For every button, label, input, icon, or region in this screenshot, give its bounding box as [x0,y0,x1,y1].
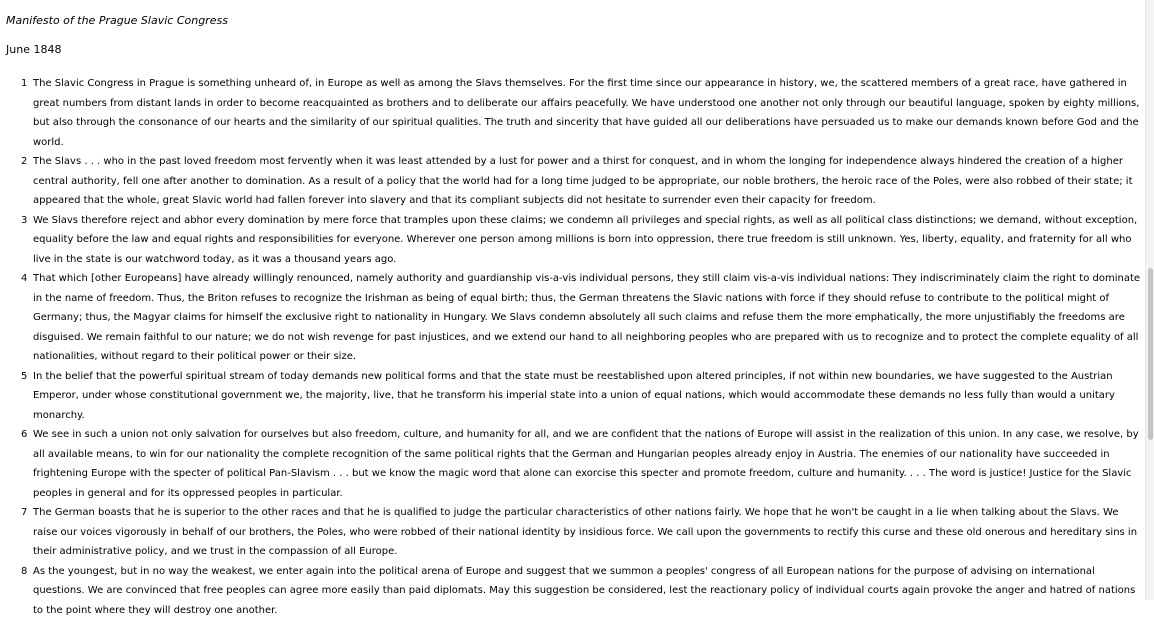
paragraph-text: As the youngest, but in no way the weakest, we enter again into the political arena of Europe and suggest that we summon a peoples' congress of all European nations for the purpose of advising on international questions. We are convinced that free peoples can agree more easily than paid diplomats. May this suggestion be considered, lest the reactionary policy of individual courts again provoke the anger and hatred of nations to the point where they will destroy one another. [33,562,1146,620]
document-date: June 1848 [6,43,61,57]
paragraph-text: The Slavs . . . who in the past loved freedom most fervently when it was least attended by a lust for power and a thirst for conquest, and in whom the longing for independence always hindered the creation of a higher central authority, fell one after another to domination. As a result of a policy that the world had for a long time judged to be appropriate, our noble brothers, the heroic race of the Poles, were also robbed of their state; it appeared that the whole, great Slavic world had fallen forever into slavery and that its compliant subjects did not hesitate to surrender even their capacity for freedom. [33,152,1146,211]
paragraph-list [0,74,1146,620]
paragraph-2 [0,152,1146,211]
paragraph-number: 3 [21,211,31,231]
scrollbar-thumb[interactable] [1148,268,1153,440]
paragraph-number: 8 [21,562,31,582]
vertical-scrollbar[interactable] [1145,0,1154,600]
paragraph-6 [0,425,1146,503]
paragraph-text: That which [other Europeans] have already willingly renounced, namely authority and guardianship vis-a-vis individual persons, they still claim vis-a-vis individual nations: They indiscriminately claim the right to dominate in the name of freedom. Thus, the Briton refuses to recognize the Irishman as being of equal birth; thus, the German threatens the Slavic nations with force if they should refuse to contribute to the political might of Germany; thus, the Magyar claims for himself the exclusive right to nationality in Hungary. We Slavs condemn absolutely all such claims and refuse them the more emphatically, the more unjustifiably the freedoms are disguised. We remain faithful to our nature; we do not wish revenge for past injustices, and we extend our hand to all neighboring peoples who are prepared with us to recognize and to protect the complete equality of all nationalities, without regard to their political power or their size. [33,269,1146,367]
paragraph-1 [0,74,1146,152]
paragraph-8 [0,562,1146,620]
paragraph-text: We Slavs therefore reject and abhor every domination by mere force that tramples upon these claims; we condemn all privileges and special rights, as well as all political class distinctions; we demand, without exception, equality before the law and equal rights and responsibilities for everyone. Wherever one person among millions is born into oppression, there true freedom is still unknown. Yes, liberty, equality, and fraternity for all who live in the state is our watchword today, as it was a thousand years ago. [33,211,1146,270]
paragraph-number: 4 [21,269,31,289]
paragraph-text: The Slavic Congress in Prague is something unheard of, in Europe as well as among the Slavs themselves. For the first time since our appearance in history, we, the scattered members of a great race, have gathered in great numbers from distant lands in order to become reacquainted as brothers and to deliberate our affairs peacefully. We have understood one another not only through our beautiful language, spoken by eighty millions, but also through the consonance of our hearts and the similarity of our spiritual qualities. The truth and sincerity that have guided all our deliberations have persuaded us to make our demands known before God and the world. [33,74,1146,152]
paragraph-3 [0,211,1146,270]
paragraph-number: 2 [21,152,31,172]
paragraph-text: We see in such a union not only salvation for ourselves but also freedom, culture, and humanity for all, and we are confident that the nations of Europe will assist in the realization of this union. In any case, we resolve, by all available means, to win for our nationality the complete recognition of the same political rights that the German and Hungarian peoples already enjoy in Austria. The enemies of our nationality have succeeded in frightening Europe with the specter of political Pan-Slavism . . . but we know the magic word that alone can exorcise this specter and promote freedom, culture and humanity. . . . The word is justice! Justice for the Slavic peoples in general and for its oppressed peoples in particular. [33,425,1146,503]
paragraph-number: 6 [21,425,31,445]
paragraph-text: The German boasts that he is superior to the other races and that he is qualified to judge the particular characteristics of other nations fairly. We hope that he won't be caught in a lie when talking about the Slavs. We raise our voices vigorously in behalf of our brothers, the Poles, who were robbed of their national identity by insidious force. We call upon the governments to rectify this curse and these old onerous and hereditary sins in their administrative policy, and we trust in the compassion of all Europe. [33,503,1146,562]
paragraph-4 [0,269,1146,367]
paragraph-text: In the belief that the powerful spiritual stream of today demands new political forms and that the state must be reestablished upon altered principles, if not within new boundaries, we have suggested to the Austrian Emperor, under whose constitutional government we, the majority, live, that he transform his imperial state into a union of equal nations, which would accommodate these demands no less fully than would a unitary monarchy. [33,367,1146,426]
paragraph-5 [0,367,1146,426]
paragraph-number: 1 [21,74,31,94]
paragraph-7 [0,503,1146,562]
paragraph-number: 5 [21,367,31,387]
paragraph-number: 7 [21,503,31,523]
document-title: Manifesto of the Prague Slavic Congress [6,14,228,28]
